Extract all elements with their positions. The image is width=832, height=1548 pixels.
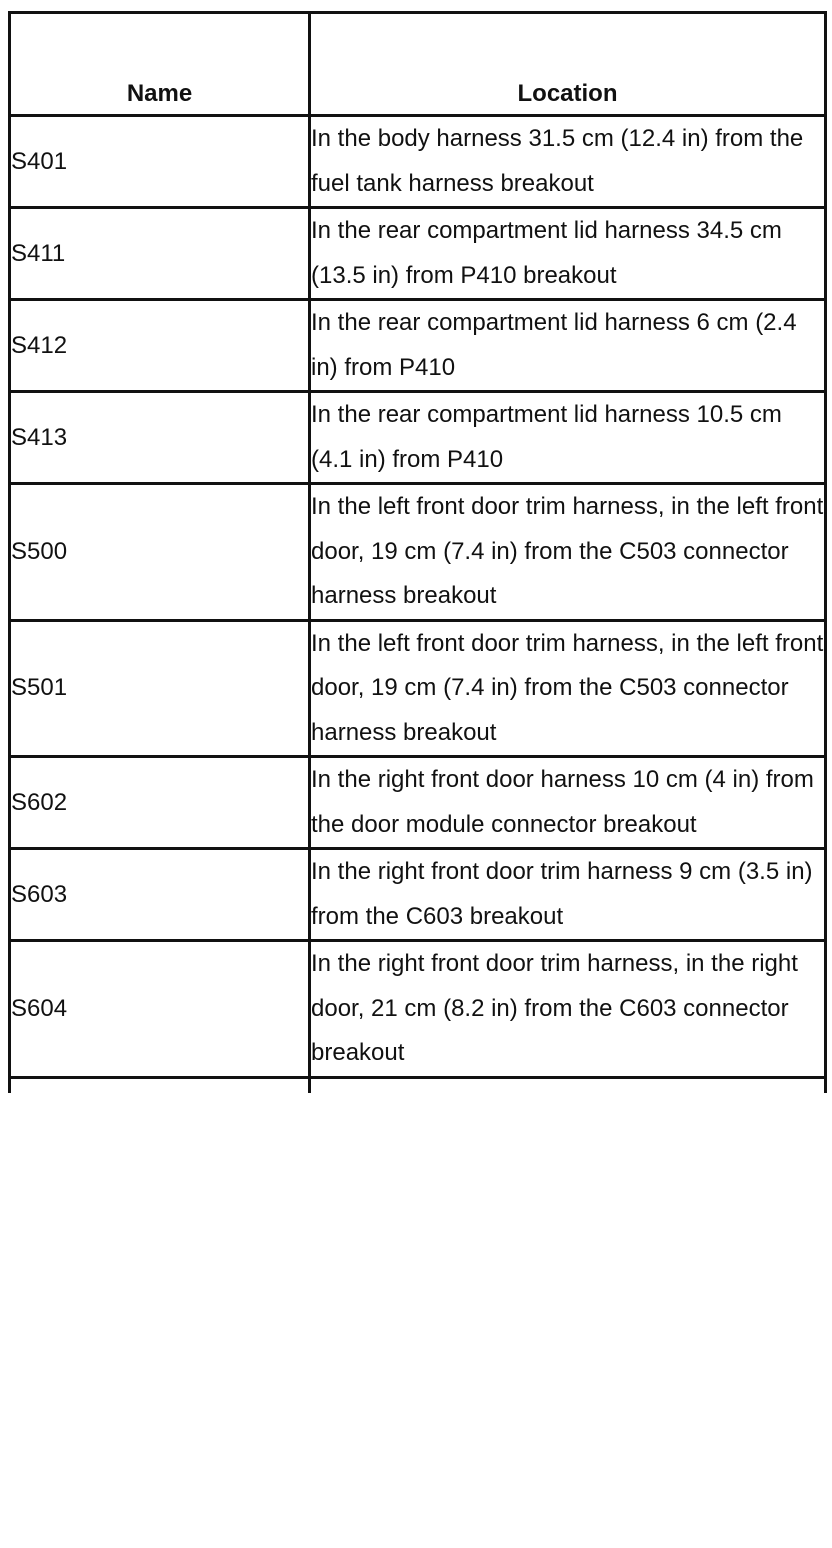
splice-name: S501 (10, 620, 310, 757)
splice-name: S401 (10, 116, 310, 208)
table-row (10, 392, 826, 484)
continued-location-cell (310, 1077, 826, 1093)
table-row (10, 620, 826, 757)
table-row (10, 208, 826, 300)
splice-location: In the left front door trim harness, in the left front door, 19 cm (7.4 in) from the C503 connector harness breakout (310, 484, 826, 621)
splice-location-table (8, 11, 827, 1093)
splice-name: S412 (10, 300, 310, 392)
splice-name: S602 (10, 757, 310, 849)
table-row (10, 300, 826, 392)
splice-location: In the left front door trim harness, in the left front door, 19 cm (7.4 in) from the C503 connector harness breakout (310, 620, 826, 757)
splice-name: S413 (10, 392, 310, 484)
splice-location: In the rear compartment lid harness 6 cm (2.4 in) from P410 (310, 300, 826, 392)
header-row (10, 13, 826, 116)
table-row (10, 116, 826, 208)
splice-location: In the rear compartment lid harness 34.5 cm (13.5 in) from P410 breakout (310, 208, 826, 300)
table-row (10, 484, 826, 621)
splice-location: In the right front door trim harness, in the right door, 21 cm (8.2 in) from the C603 connector breakout (310, 941, 826, 1078)
splice-location: In the rear compartment lid harness 10.5 cm (4.1 in) from P410 (310, 392, 826, 484)
continued-name-cell (10, 1077, 310, 1093)
header-location: Location (310, 13, 826, 116)
table-row (10, 757, 826, 849)
splice-location: In the body harness 31.5 cm (12.4 in) from the fuel tank harness breakout (310, 116, 826, 208)
header-name: Name (10, 13, 310, 116)
splice-location: In the right front door trim harness 9 cm (3.5 in) from the C603 breakout (310, 849, 826, 941)
table-row-continued (10, 1077, 826, 1093)
splice-name: S500 (10, 484, 310, 621)
table-row (10, 941, 826, 1078)
table-row (10, 849, 826, 941)
splice-name: S603 (10, 849, 310, 941)
splice-location: In the right front door harness 10 cm (4 in) from the door module connector breakout (310, 757, 826, 849)
splice-name: S604 (10, 941, 310, 1078)
splice-name: S411 (10, 208, 310, 300)
